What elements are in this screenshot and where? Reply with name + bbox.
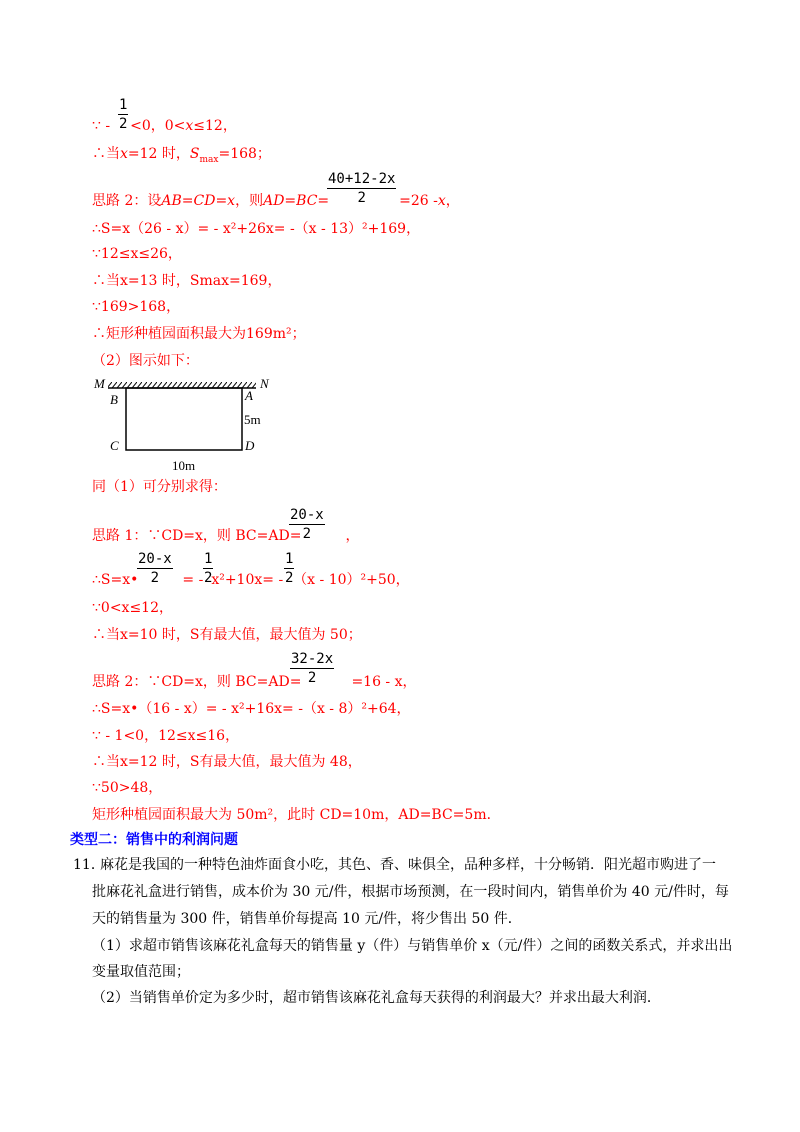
line-1: ∵ - <0，0<x≤12， (92, 118, 237, 134)
line-17: ∵ - 1<0，12≤x≤16， (92, 728, 240, 744)
line-8: ∴矩形种植园面积最大为169m²； (92, 326, 306, 342)
fraction-20-x-a: $\frac{20-x}{2}$ (290, 507, 324, 542)
problem-line-1: 麻花是我国的一种特色油炸面食小吃，其色、香、味俱全，品种多样，十分畅销．阳光超市购进了一 (100, 857, 716, 873)
label-c: C (110, 438, 119, 453)
problem-line-5: 变量取值范围； (92, 964, 190, 980)
line-4: ∴S=x（26 - x）= - x²+26x= -（x - 13）²+169， (92, 221, 421, 237)
problem-line-4: （1）求超市销售该麻花礼盒每天的销售量 y（件）与销售单价 x（元/件）之间的函数关系式，并求出出 (92, 938, 733, 954)
line-10: 同（1）可分别求得： (92, 479, 227, 495)
rectangle-diagram (92, 376, 292, 476)
line-18: ∴当x=12 时，S有最大值，最大值为 48， (92, 754, 362, 770)
line-9: （2）图示如下： (92, 353, 199, 369)
problem-number: 11． (73, 857, 105, 873)
fraction-half-top: $\frac{1}{2}$ (119, 97, 128, 132)
fraction-40-12-2x: $\frac{40+12-2x}{2}$ (328, 171, 396, 206)
label-n: N (260, 376, 269, 391)
fraction-32-2x: $\frac{32-2x}{2}$ (291, 651, 334, 686)
line-15: 思路 2：∵CD=x，则 BC=AD= =16 - x， (92, 674, 417, 690)
line-16: ∴S=x•（16 - x）= - x²+16x= -（x - 8）²+64， (92, 701, 411, 717)
line-20: 矩形种植园面积最大为 50m²，此时 CD=10m，AD=BC=5m． (92, 807, 501, 823)
line-5: ∵12≤x≤26， (92, 246, 182, 262)
label-a: A (245, 388, 253, 403)
line-7: ∵169>168， (92, 299, 181, 315)
line-3: 思路 2：设AB=CD=x，则AD=BC= =26 -x， (92, 193, 460, 209)
line-6: ∴当x=13 时，Smax=169， (92, 273, 282, 289)
rectangle-abcd (126, 388, 242, 450)
problem-line-6: （2）当销售单价定为多少时，超市销售该麻花礼盒每天获得的利润最大？并求出最大利润． (92, 990, 661, 1006)
label-10m: 10m (172, 458, 196, 473)
fraction-half-c: $\frac{1}{2}$ (285, 551, 294, 586)
wall-hatch (108, 382, 256, 388)
label-5m: 5m (244, 412, 261, 427)
line-12: ∴S=x• = - x²+10x= - （x - 10）²+50， (92, 572, 410, 588)
label-m: M (94, 376, 105, 391)
line-11: 思路 1：∵CD=x，则 BC=AD= ， (92, 528, 360, 544)
line-19: ∵50>48， (92, 780, 163, 796)
line-13: ∵0<x≤12， (92, 600, 173, 616)
problem-line-2: 批麻花礼盒进行销售，成本价为 30 元/件，根据市场预测，在一段时间内，销售单价为 40 元/件时，每 (92, 884, 729, 900)
label-b: B (110, 392, 118, 407)
fraction-20-x-b: $\frac{20-x}{2}$ (138, 551, 172, 586)
label-d: D (245, 438, 255, 453)
fraction-half-b: $\frac{1}{2}$ (204, 551, 213, 586)
problem-line-3: 天的销售量为 300 件，销售单价每提高 10 元/件，将少售出 50 件． (92, 911, 522, 927)
section-title: 类型二：销售中的利润问题 (70, 832, 238, 848)
line-14: ∴当x=10 时，S有最大值，最大值为 50； (92, 627, 362, 643)
line-2: ∴当x=12 时，$S_{max}=168$； (92, 146, 271, 165)
